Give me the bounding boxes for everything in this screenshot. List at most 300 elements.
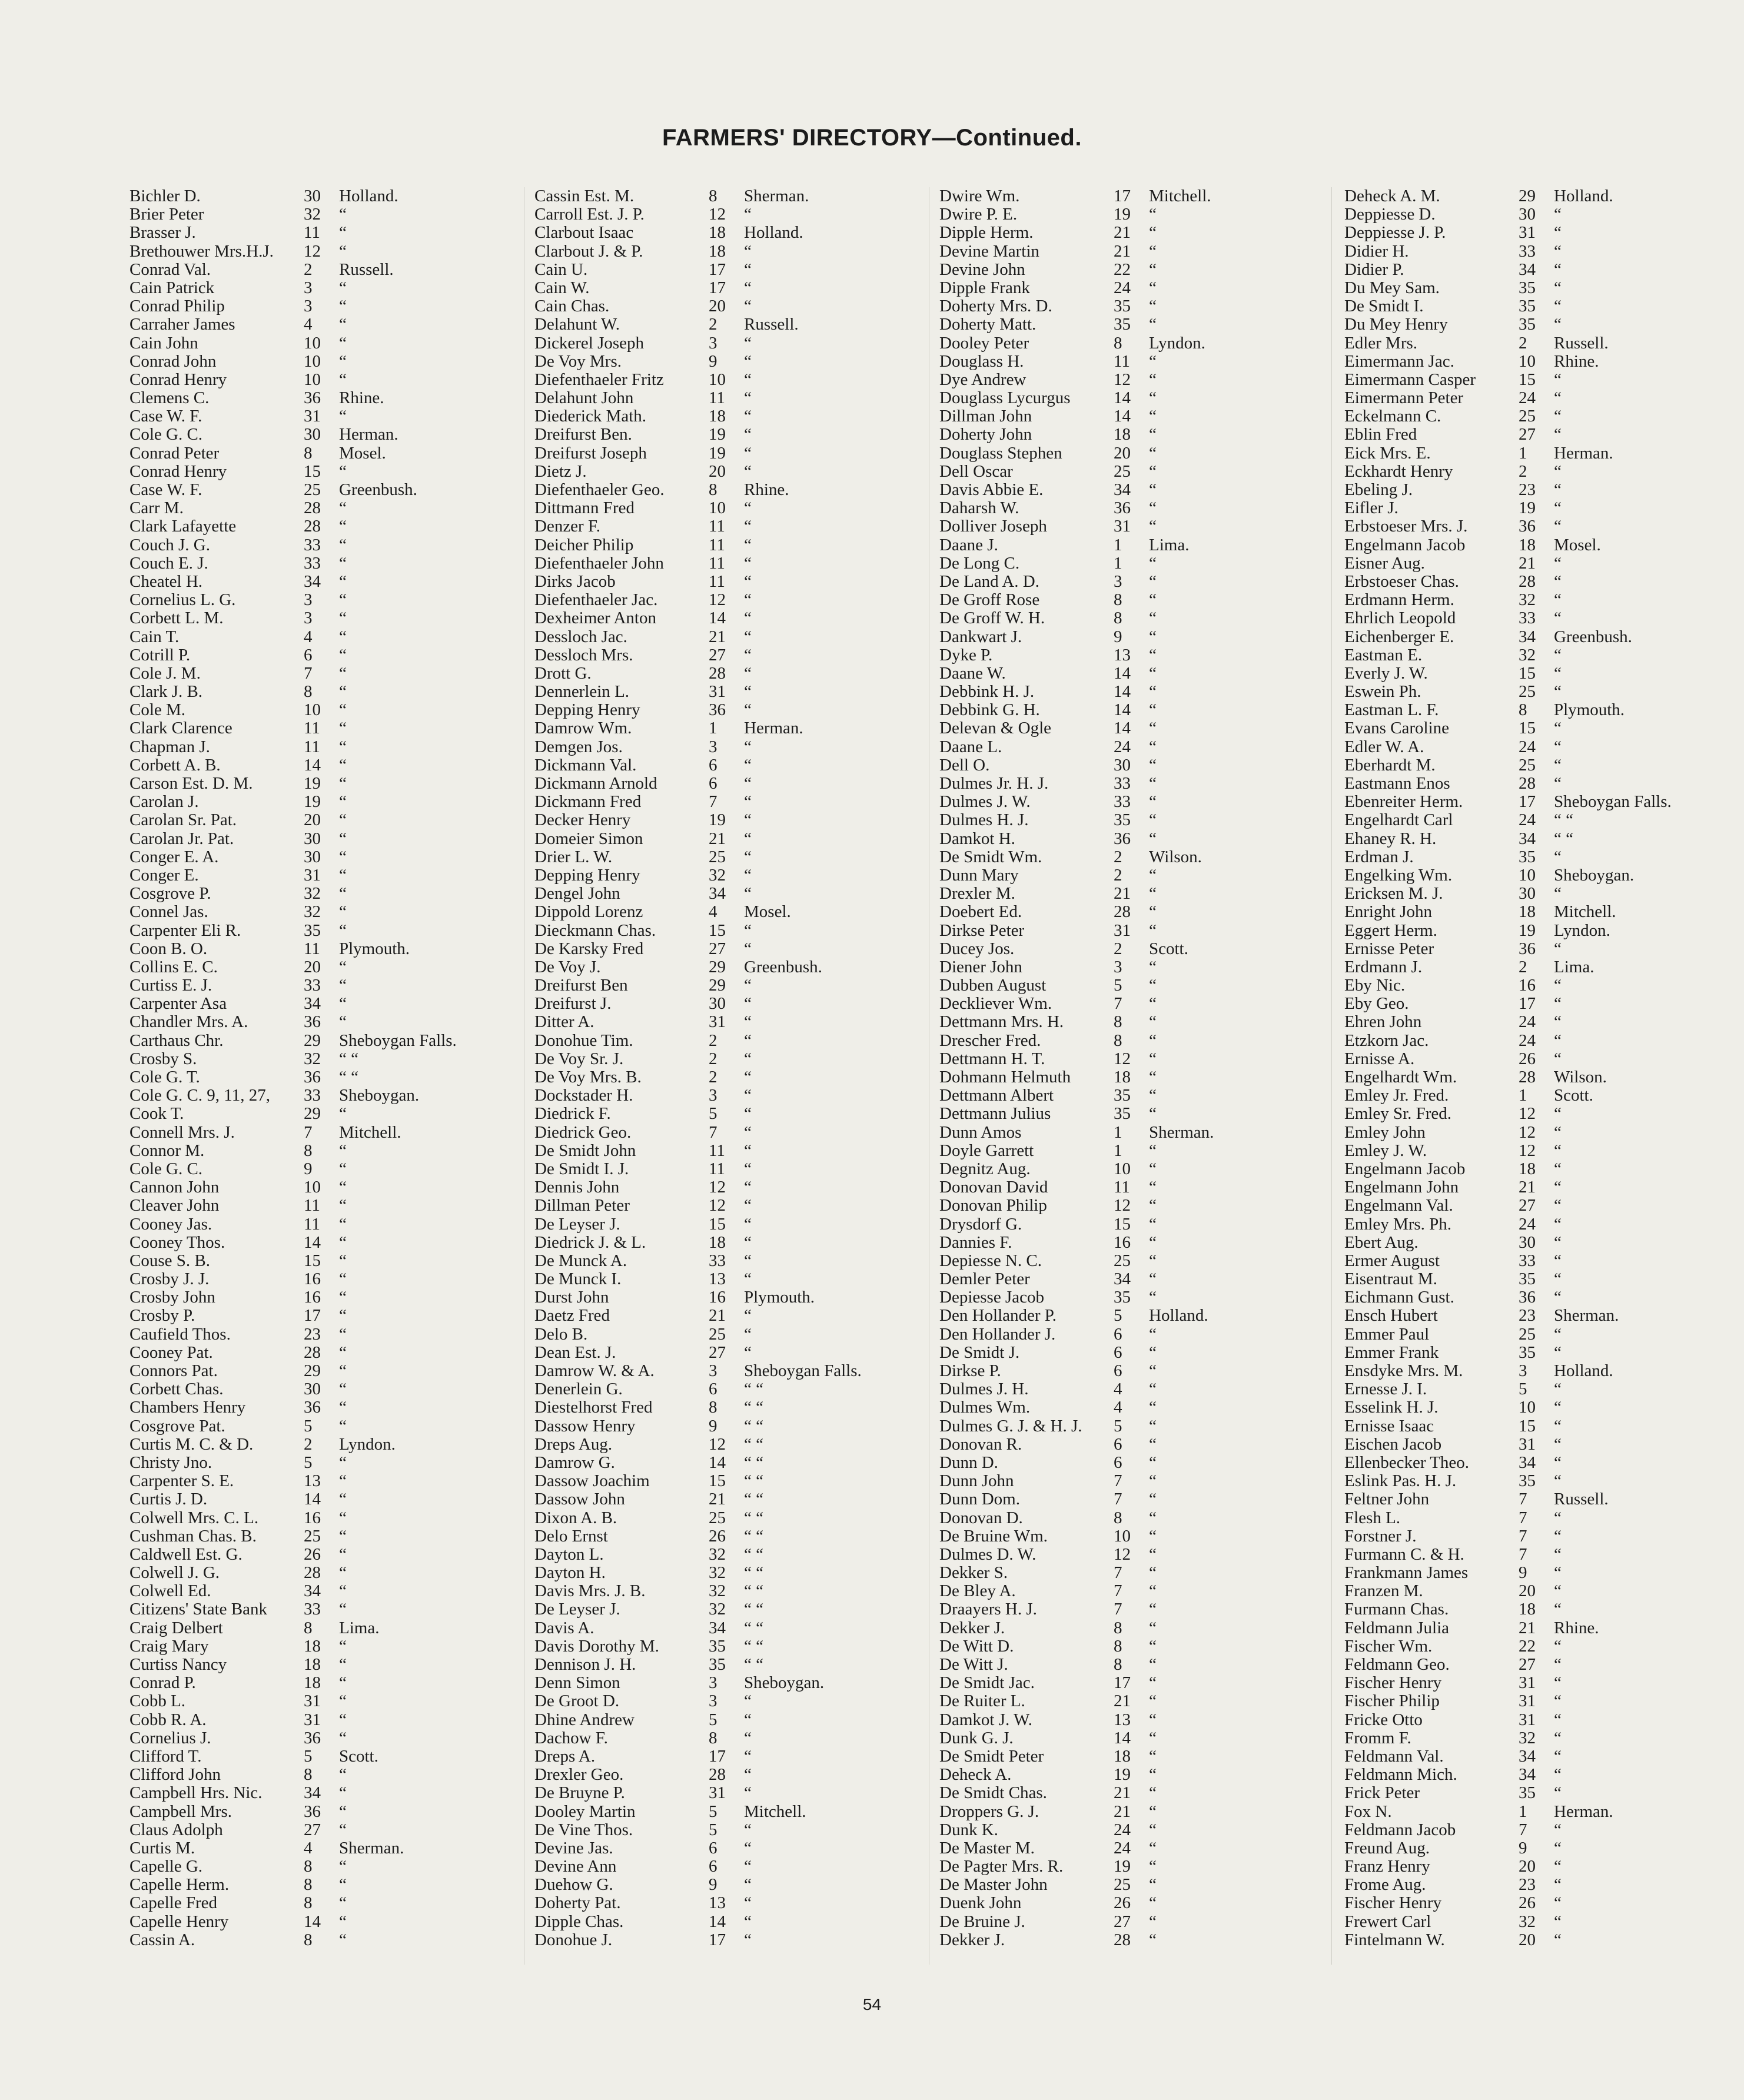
- entry-name: Dreifurst J.: [534, 994, 612, 1014]
- entry-town: “: [1149, 627, 1157, 646]
- directory-entry: [534, 1803, 911, 1821]
- entry-town: “: [339, 1544, 347, 1564]
- entry-name: De Vine Thos.: [534, 1820, 633, 1839]
- directory-entry: [534, 1619, 911, 1637]
- entry-town: “: [744, 700, 752, 720]
- entry-town: “: [1554, 1930, 1562, 1949]
- entry-town: “: [1554, 1655, 1562, 1674]
- entry-section: 8: [304, 1857, 313, 1876]
- entry-town: “: [1554, 1581, 1562, 1601]
- entry-section: 34: [1519, 627, 1536, 646]
- entry-section: 20: [1519, 1857, 1536, 1876]
- entry-section: 35: [709, 1655, 726, 1674]
- directory-entry: [129, 1729, 506, 1747]
- entry-section: 20: [304, 957, 321, 976]
- entry-section: 16: [709, 1288, 726, 1307]
- entry-section: 14: [1114, 700, 1131, 720]
- entry-town: “: [1149, 1490, 1157, 1509]
- directory-entry: [939, 1509, 1316, 1527]
- entry-town: Herman.: [1554, 443, 1613, 463]
- directory-entry: [939, 701, 1316, 719]
- directory-entry: [534, 885, 911, 903]
- entry-town: “: [1149, 1343, 1157, 1362]
- entry-name: Dulmes J. H.: [939, 1380, 1029, 1399]
- entry-section: 19: [709, 443, 726, 463]
- entry-name: Carpenter Asa: [129, 994, 227, 1014]
- entry-section: 31: [1519, 1673, 1536, 1693]
- entry-section: 11: [709, 388, 725, 408]
- directory-entry: [1344, 499, 1721, 517]
- entry-town: “: [744, 1178, 752, 1197]
- directory-entry: [534, 1436, 911, 1454]
- entry-section: 18: [709, 1232, 726, 1252]
- directory-entry: [1344, 1215, 1721, 1234]
- entry-section: 15: [304, 1251, 321, 1270]
- entry-name: De Ruiter L.: [939, 1692, 1025, 1711]
- entry-name: Dillman John: [939, 407, 1032, 426]
- entry-name: Eby Geo.: [1344, 994, 1409, 1014]
- entry-name: Clark J. B.: [129, 682, 203, 702]
- entry-name: Claus Adolph: [129, 1820, 223, 1839]
- directory-entry: [1344, 848, 1721, 866]
- entry-name: De Groff Rose: [939, 590, 1040, 610]
- entry-name: Corbett L. M.: [129, 609, 224, 628]
- entry-name: Connor M.: [129, 1141, 205, 1160]
- entry-section: 32: [709, 1544, 726, 1564]
- entry-name: Dockstader H.: [534, 1086, 633, 1105]
- entry-section: 7: [1114, 1490, 1122, 1509]
- entry-section: 4: [1114, 1398, 1122, 1417]
- entry-name: Conrad Peter: [129, 443, 220, 463]
- entry-section: 2: [709, 1031, 717, 1050]
- directory-entry: [129, 224, 506, 242]
- entry-town: “: [744, 425, 752, 444]
- entry-name: Douglass Lycurgus: [939, 388, 1071, 408]
- entry-section: 23: [304, 1324, 321, 1344]
- entry-section: 32: [709, 1563, 726, 1583]
- entry-name: Ebeling J.: [1344, 480, 1413, 499]
- entry-name: Clark Clarence: [129, 719, 232, 738]
- entry-town: “: [1554, 1434, 1562, 1454]
- directory-entry: [1344, 1803, 1721, 1821]
- entry-name: Daane W.: [939, 663, 1006, 683]
- entry-section: 5: [709, 1710, 717, 1729]
- entry-name: Cobb R. A.: [129, 1710, 207, 1729]
- entry-town: “: [1149, 957, 1157, 976]
- entry-town: “: [1149, 1728, 1157, 1747]
- entry-name: Cooney Thos.: [129, 1232, 225, 1252]
- entry-town: “: [744, 829, 752, 848]
- entry-name: De Bruine Wm.: [939, 1526, 1048, 1546]
- entry-name: Ernisse Isaac: [1344, 1416, 1434, 1436]
- entry-section: 36: [1114, 499, 1131, 518]
- entry-town: “: [1149, 663, 1157, 683]
- entry-town: “: [1149, 480, 1157, 499]
- entry-name: Cain W.: [534, 278, 590, 297]
- entry-section: 18: [1114, 425, 1131, 444]
- entry-section: 19: [1114, 1765, 1131, 1785]
- entry-name: Damkot H.: [939, 829, 1015, 848]
- directory-entry: [939, 646, 1316, 664]
- entry-section: 2: [1114, 939, 1122, 958]
- entry-section: 18: [304, 1636, 321, 1656]
- entry-name: Dekker J.: [939, 1930, 1005, 1949]
- entry-section: 35: [1519, 1471, 1536, 1491]
- entry-town: “: [339, 1692, 347, 1711]
- directory-entry: [534, 353, 911, 371]
- directory-entry: [1344, 1307, 1721, 1325]
- entry-town: “: [1149, 443, 1157, 463]
- entry-section: 34: [304, 1581, 321, 1601]
- directory-entry: [129, 1527, 506, 1546]
- entry-section: 22: [1114, 260, 1131, 279]
- directory-entry: [1344, 1032, 1721, 1050]
- entry-town: Holland.: [744, 223, 803, 242]
- entry-section: 33: [1114, 774, 1131, 793]
- directory-entry: [1344, 536, 1721, 554]
- entry-section: 2: [709, 1049, 717, 1068]
- directory-entry: [939, 811, 1316, 829]
- entry-section: 20: [1114, 443, 1131, 463]
- entry-town: “: [1149, 499, 1157, 518]
- entry-name: Devine John: [939, 260, 1025, 279]
- entry-town: “: [339, 1453, 347, 1472]
- entry-name: Dannies F.: [939, 1232, 1012, 1252]
- directory-entry: [939, 1564, 1316, 1582]
- entry-town: “ “: [744, 1563, 763, 1583]
- directory-entry: [129, 1564, 506, 1582]
- directory-entry: [1344, 1252, 1721, 1270]
- entry-town: “: [1554, 499, 1562, 518]
- directory-entry: [129, 554, 506, 573]
- directory-entry: [534, 976, 911, 995]
- directory-entry: [129, 848, 506, 866]
- directory-entry: [939, 1472, 1316, 1490]
- entry-section: 2: [709, 1068, 717, 1086]
- entry-section: 7: [709, 792, 717, 812]
- entry-section: 14: [709, 1453, 726, 1472]
- entry-name: De Leyser J.: [534, 1600, 620, 1619]
- directory-entry: [939, 187, 1316, 205]
- entry-name: Eslink Pas. H. J.: [1344, 1471, 1457, 1491]
- entry-town: “: [744, 939, 752, 958]
- entry-name: Conrad Philip: [129, 297, 225, 316]
- entry-town: “: [1554, 1471, 1562, 1491]
- directory-entry: [1344, 554, 1721, 573]
- entry-town: Sheboygan Falls.: [1554, 792, 1672, 812]
- entry-town: “: [339, 1159, 347, 1178]
- directory-entry: [1344, 573, 1721, 591]
- entry-section: 16: [304, 1288, 321, 1307]
- directory-entry: [1344, 701, 1721, 719]
- entry-town: “: [1149, 1068, 1157, 1086]
- entry-section: 8: [709, 480, 717, 499]
- directory-entry: [1344, 481, 1721, 499]
- entry-name: Furmann C. & H.: [1344, 1544, 1464, 1564]
- entry-town: “: [339, 609, 347, 628]
- entry-town: “: [1554, 1232, 1562, 1252]
- entry-section: 11: [304, 1196, 320, 1215]
- entry-section: 30: [304, 425, 321, 444]
- entry-town: Scott.: [1554, 1086, 1593, 1105]
- entry-town: “: [1149, 1600, 1157, 1619]
- entry-name: Fricke Otto: [1344, 1710, 1423, 1729]
- entry-town: “: [1149, 737, 1157, 756]
- entry-town: “ “: [1554, 810, 1573, 830]
- directory-entry: [534, 1142, 911, 1160]
- entry-town: “: [1554, 553, 1562, 573]
- entry-name: De Smidt Jac.: [939, 1673, 1035, 1693]
- entry-section: 19: [709, 810, 726, 830]
- entry-town: “: [1554, 1673, 1562, 1693]
- directory-entry: [534, 1215, 911, 1234]
- entry-section: 20: [709, 461, 726, 481]
- entry-name: Capelle Fred: [129, 1893, 217, 1913]
- entry-name: Den Hollander P.: [939, 1306, 1057, 1325]
- entry-name: Feldmann Mich.: [1344, 1765, 1457, 1785]
- directory-entry: [129, 1124, 506, 1142]
- directory-entry: [939, 1803, 1316, 1821]
- entry-town: “: [339, 590, 347, 610]
- entry-section: 35: [1519, 315, 1536, 334]
- entry-section: 7: [1114, 1600, 1122, 1619]
- entry-section: 31: [1114, 517, 1131, 536]
- entry-name: Clarbout Isaac: [534, 223, 634, 242]
- directory-entry: [1344, 1546, 1721, 1564]
- entry-section: 35: [1519, 847, 1536, 866]
- entry-name: Erdmann J.: [1344, 957, 1423, 976]
- entry-section: 6: [709, 755, 717, 775]
- entry-section: 30: [1114, 755, 1131, 775]
- entry-section: 21: [709, 1306, 726, 1325]
- directory-entry: [1344, 1454, 1721, 1472]
- entry-section: 23: [1519, 1875, 1536, 1895]
- entry-section: 7: [1519, 1508, 1527, 1527]
- directory-entry: [1344, 646, 1721, 664]
- directory-entry: [939, 536, 1316, 554]
- directory-entry: [534, 315, 911, 334]
- directory-entry: [129, 1766, 506, 1784]
- directory-entry: [534, 187, 911, 205]
- entry-name: De Voy Mrs.: [534, 351, 622, 371]
- entry-section: 9: [709, 351, 717, 371]
- entry-section: 10: [1114, 1159, 1131, 1178]
- entry-town: “: [339, 957, 347, 976]
- entry-name: Eastman L. F.: [1344, 700, 1439, 720]
- entry-section: 21: [709, 627, 726, 646]
- directory-entry: [534, 1637, 911, 1656]
- entry-town: “: [1554, 976, 1562, 995]
- entry-section: 1: [1519, 1086, 1527, 1105]
- entry-town: “ “: [339, 1049, 358, 1068]
- directory-entry: [939, 1876, 1316, 1894]
- entry-name: De Witt J.: [939, 1655, 1008, 1674]
- entry-section: 24: [1114, 1838, 1131, 1858]
- entry-town: “: [1149, 1526, 1157, 1546]
- entry-section: 31: [1519, 1434, 1536, 1454]
- entry-name: Case W. F.: [129, 480, 202, 499]
- entry-town: Mitchell.: [744, 1802, 806, 1821]
- entry-section: 29: [304, 1104, 321, 1124]
- entry-section: 10: [1519, 351, 1536, 371]
- directory-entry: [129, 1803, 506, 1821]
- entry-name: Cole G. C.: [129, 425, 203, 444]
- entry-name: Carolan J.: [129, 792, 199, 812]
- directory-entry: [534, 1013, 911, 1031]
- entry-town: “: [1149, 553, 1157, 573]
- entry-section: 6: [709, 1857, 717, 1876]
- directory-entry: [1344, 1674, 1721, 1692]
- entry-name: Frankmann James: [1344, 1563, 1469, 1583]
- entry-name: Dulmes G. J. & H. J.: [939, 1416, 1082, 1436]
- entry-town: “: [339, 1600, 347, 1619]
- entry-town: “: [339, 571, 347, 591]
- entry-town: “: [1554, 315, 1562, 334]
- entry-name: Drexler Geo.: [534, 1765, 624, 1785]
- entry-town: “: [744, 921, 752, 940]
- entry-name: Fischer Henry: [1344, 1893, 1442, 1913]
- entry-section: 36: [304, 1802, 321, 1821]
- entry-section: 30: [304, 187, 321, 205]
- entry-name: Dunn Amos: [939, 1122, 1022, 1142]
- entry-section: 8: [1114, 1031, 1122, 1050]
- entry-name: De Land A. D.: [939, 571, 1039, 591]
- directory-entry: [939, 1197, 1316, 1215]
- entry-name: Davis Mrs. J. B.: [534, 1581, 646, 1601]
- directory-entry: [129, 187, 506, 205]
- entry-town: “: [1554, 1196, 1562, 1215]
- entry-name: Curtis M. C. & D.: [129, 1434, 254, 1454]
- entry-section: 10: [304, 333, 321, 353]
- directory-entry: [1344, 866, 1721, 885]
- entry-town: “: [339, 902, 347, 922]
- entry-name: Eberhardt M.: [1344, 755, 1436, 775]
- entry-town: Sheboygan.: [744, 1673, 825, 1693]
- entry-name: Engelhardt Wm.: [1344, 1068, 1457, 1086]
- directory-entry: [1344, 811, 1721, 829]
- entry-name: Crosby J. J.: [129, 1270, 210, 1289]
- entry-section: 20: [1519, 1581, 1536, 1601]
- entry-town: “: [744, 810, 752, 830]
- entry-town: “: [1554, 1380, 1562, 1399]
- directory-entry: [534, 1380, 911, 1398]
- entry-name: Capelle Henry: [129, 1912, 229, 1931]
- entry-section: 8: [709, 187, 717, 205]
- entry-town: “ “: [339, 1068, 358, 1086]
- entry-name: Emley J. W.: [1344, 1141, 1427, 1160]
- entry-section: 6: [1114, 1324, 1122, 1344]
- entry-name: Engelmann Val.: [1344, 1196, 1453, 1215]
- directory-entry: [534, 536, 911, 554]
- directory-entry: [1344, 756, 1721, 775]
- directory-entry: [939, 830, 1316, 848]
- directory-entry: [129, 1931, 506, 1949]
- entry-section: 14: [1114, 682, 1131, 702]
- entry-section: 24: [1114, 278, 1131, 297]
- entry-section: 8: [304, 1141, 313, 1160]
- entry-town: Herman.: [1554, 1802, 1613, 1821]
- entry-town: “: [744, 1031, 752, 1050]
- entry-town: “ “: [744, 1380, 763, 1399]
- entry-town: “: [1554, 1324, 1562, 1344]
- directory-entry: [129, 903, 506, 921]
- entry-section: 18: [1519, 535, 1536, 554]
- entry-town: “: [744, 1104, 752, 1124]
- directory-entry: [1344, 958, 1721, 976]
- directory-entry: [939, 628, 1316, 646]
- directory-entry: [939, 885, 1316, 903]
- entry-name: Carson Est. D. M.: [129, 774, 253, 793]
- entry-town: “: [1554, 425, 1562, 444]
- entry-section: 6: [709, 774, 717, 793]
- entry-name: Cole G. C.: [129, 1159, 203, 1178]
- entry-name: Erdman J.: [1344, 847, 1414, 866]
- directory-entry: [129, 242, 506, 261]
- entry-town: “: [339, 1673, 347, 1693]
- entry-town: “: [1554, 884, 1562, 903]
- directory-entry: [939, 1013, 1316, 1031]
- entry-section: 12: [709, 1178, 726, 1197]
- directory-entry: [534, 1784, 911, 1802]
- entry-section: 24: [1519, 1031, 1536, 1050]
- entry-town: Plymouth.: [744, 1288, 815, 1307]
- entry-section: 18: [1519, 1159, 1536, 1178]
- entry-section: 26: [1114, 1893, 1131, 1913]
- entry-section: 27: [1519, 1196, 1536, 1215]
- entry-name: Bichler D.: [129, 187, 201, 205]
- entry-name: Curtiss Nancy: [129, 1655, 227, 1674]
- entry-name: Ermer August: [1344, 1251, 1440, 1270]
- entry-section: 34: [709, 884, 726, 903]
- entry-name: Carraher James: [129, 315, 235, 334]
- entry-name: Conrad John: [129, 351, 217, 371]
- entry-town: “: [744, 1746, 752, 1766]
- entry-name: Dreifurst Joseph: [534, 443, 647, 463]
- entry-name: Dunk G. J.: [939, 1728, 1014, 1747]
- directory-entry: [129, 1068, 506, 1086]
- entry-section: 8: [304, 1765, 313, 1785]
- entry-name: Edler Mrs.: [1344, 333, 1418, 353]
- directory-entry: [1344, 609, 1721, 627]
- entry-section: 16: [1114, 1232, 1131, 1252]
- directory-entry: [1344, 940, 1721, 958]
- entry-name: Eimermann Jac.: [1344, 351, 1454, 371]
- entry-town: “: [744, 1912, 752, 1931]
- entry-name: Dettmann Albert: [939, 1086, 1054, 1105]
- entry-town: “: [1554, 1012, 1562, 1032]
- entry-section: 32: [304, 1049, 321, 1068]
- directory-entry: [939, 1417, 1316, 1436]
- entry-name: De Voy Mrs. B.: [534, 1068, 642, 1086]
- directory-entry: [129, 297, 506, 315]
- directory-entry: [1344, 683, 1721, 701]
- entry-section: 23: [1519, 1306, 1536, 1325]
- entry-town: “: [744, 1710, 752, 1729]
- entry-name: Edler W. A.: [1344, 737, 1424, 756]
- entry-section: 19: [304, 792, 321, 812]
- entry-section: 8: [709, 1398, 717, 1417]
- entry-name: Ditter A.: [534, 1012, 594, 1032]
- entry-section: 30: [1519, 884, 1536, 903]
- entry-name: Couch E. J.: [129, 553, 208, 573]
- entry-name: Eckhardt Henry: [1344, 461, 1453, 481]
- entry-town: “: [339, 205, 347, 224]
- entry-town: Lyndon.: [339, 1434, 396, 1454]
- entry-section: 36: [1114, 829, 1131, 848]
- directory-entry: [939, 1913, 1316, 1931]
- directory-entry: [534, 811, 911, 829]
- entry-town: “: [744, 571, 752, 591]
